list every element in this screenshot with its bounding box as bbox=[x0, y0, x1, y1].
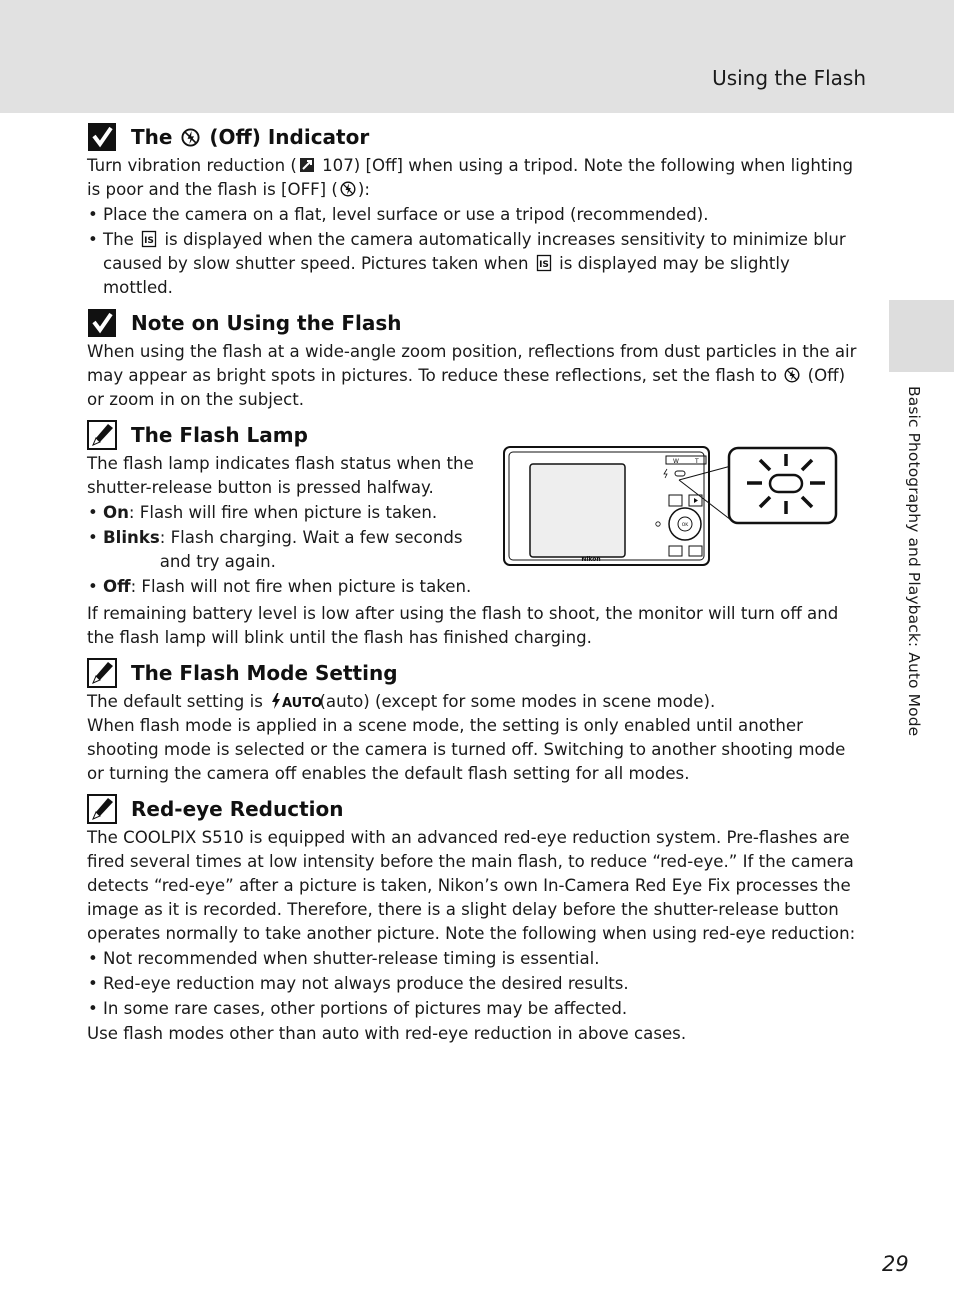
section-flash-lamp bbox=[87, 420, 865, 650]
caution-check-icon bbox=[87, 308, 117, 338]
svg-text:IS: IS bbox=[144, 236, 155, 246]
caution-check-icon bbox=[87, 122, 117, 152]
brand-logo: Nikon bbox=[581, 556, 601, 563]
section-heading bbox=[87, 122, 865, 152]
list-item bbox=[87, 526, 487, 574]
ok-button-label: OK bbox=[681, 523, 689, 528]
list-item: • Place the camera on a flat, level surface or use a tripod (recommended). bbox=[87, 203, 865, 227]
paragraph: The COOLPIX S510 is equipped with an advanced red-eye reduction system. Pre-flashes are fired several times at low intensity before the main flash, to reduce “red-eye.” If the camera detects “red-eye” after a picture is taken, Nikon’s own In-Camera Red Eye Fix processes the image as it is recorded. Therefore, there is a slight delay before the shutter-release button operates normally to take another picture. Note the following when using red-eye reduction: bbox=[87, 828, 856, 943]
section-flash-mode bbox=[87, 658, 865, 786]
iso-icon bbox=[141, 231, 157, 247]
section-note-flash bbox=[87, 308, 865, 412]
flash-auto-icon bbox=[271, 692, 323, 711]
list-item: • In some rare cases, other portions of pictures may be affected. bbox=[87, 997, 865, 1021]
text-run: The bbox=[103, 230, 134, 249]
list-item bbox=[87, 501, 487, 525]
chapter-tab bbox=[889, 300, 954, 372]
reference-icon bbox=[299, 157, 315, 173]
svg-text:AUTO: AUTO bbox=[282, 696, 323, 711]
section-heading bbox=[87, 308, 865, 338]
bullet-list bbox=[87, 203, 865, 300]
list-item: • Red-eye reduction may not always produce the desired results. bbox=[87, 972, 865, 996]
heading-text: The Flash Mode Setting bbox=[131, 661, 398, 685]
paragraph bbox=[87, 154, 865, 202]
definition: : Flash will fire when picture is taken. bbox=[128, 503, 438, 522]
section-heading bbox=[87, 658, 865, 688]
heading-text: Red-eye Reduction bbox=[131, 797, 344, 821]
definition: : Flash charging. Wait a few seconds and try again. bbox=[159, 528, 463, 571]
bullet-list bbox=[87, 947, 865, 1021]
text-run: 107) [Off] when using a tripod. Note the following when lighting is poor and the flash is [OFF] ( bbox=[87, 156, 854, 199]
definition: : Flash will not fire when picture is taken. bbox=[130, 577, 472, 596]
text-run: The default setting is bbox=[87, 692, 263, 711]
text-run: is displayed may be slightly mottled. bbox=[103, 254, 790, 297]
zoom-wide-label: W bbox=[673, 458, 679, 465]
lamp-description bbox=[87, 452, 487, 599]
list-item: • Not recommended when shutter-release timing is essential. bbox=[87, 947, 865, 971]
svg-text:IS: IS bbox=[538, 260, 549, 270]
paragraph bbox=[87, 340, 865, 412]
text-run: (auto) (except for some modes in scene mode). bbox=[319, 692, 716, 711]
chapter-tab-label: Basic Photography and Playback: Auto Mode bbox=[905, 386, 923, 737]
flash-off-icon bbox=[784, 367, 800, 383]
iso-icon bbox=[536, 255, 552, 271]
section-red-eye bbox=[87, 794, 865, 1046]
zoom-tele-label: T bbox=[695, 458, 699, 465]
paragraph: The flash lamp indicates flash status when the shutter-release button is pressed halfway. bbox=[87, 454, 474, 497]
list-item bbox=[87, 575, 487, 599]
flash-off-icon bbox=[181, 128, 200, 147]
heading-text: The Flash Lamp bbox=[131, 423, 308, 447]
paragraph: If remaining battery level is low after using the flash to shoot, the monitor will turn off and the flash lamp will blink until the flash has finished charging. bbox=[87, 604, 839, 647]
paragraph: Use flash modes other than auto with red-eye reduction in above cases. bbox=[87, 1024, 687, 1043]
page-number: 29 bbox=[882, 1252, 909, 1276]
term: • Blinks bbox=[103, 528, 160, 547]
note-pencil-icon bbox=[87, 658, 117, 688]
page-content bbox=[87, 122, 865, 1054]
section-off-indicator bbox=[87, 122, 865, 300]
heading-text: Note on Using the Flash bbox=[131, 311, 402, 335]
paragraph: When flash mode is applied in a scene mode, the setting is only enabled until another shooting mode is selected or the camera is turned off. Switching to another shooting mode or turning the camera off enables the default flash setting for all modes. bbox=[87, 716, 846, 783]
text-run: Turn vibration reduction ( bbox=[87, 156, 297, 175]
section-heading bbox=[87, 794, 865, 824]
list-item bbox=[87, 228, 865, 300]
text-run: ): bbox=[357, 180, 370, 199]
camera-back-illustration bbox=[503, 446, 843, 576]
page-header-title: Using the Flash bbox=[712, 66, 866, 90]
term: Off bbox=[103, 577, 131, 596]
text-run: When using the flash at a wide-angle zoom position, reflections from dust particles in the air may appear as bright spots in pictures. To reduce these reflections, set the flash to bbox=[87, 342, 857, 385]
lamp-status-list bbox=[87, 501, 487, 599]
flash-off-icon bbox=[340, 181, 356, 197]
note-pencil-icon bbox=[87, 420, 117, 450]
note-pencil-icon bbox=[87, 794, 117, 824]
term: On bbox=[103, 503, 129, 522]
heading-part: The bbox=[131, 125, 173, 149]
heading-text bbox=[131, 125, 369, 149]
header-band bbox=[0, 0, 954, 113]
text-run: (Off) or zoom in on the subject. bbox=[87, 366, 846, 409]
text-run: is displayed when the camera automatically increases sensitivity to minimize blur caused by slow shutter speed. Pictures taken when bbox=[103, 230, 846, 273]
paragraph bbox=[87, 690, 865, 714]
heading-part: (Off) Indicator bbox=[209, 125, 370, 149]
